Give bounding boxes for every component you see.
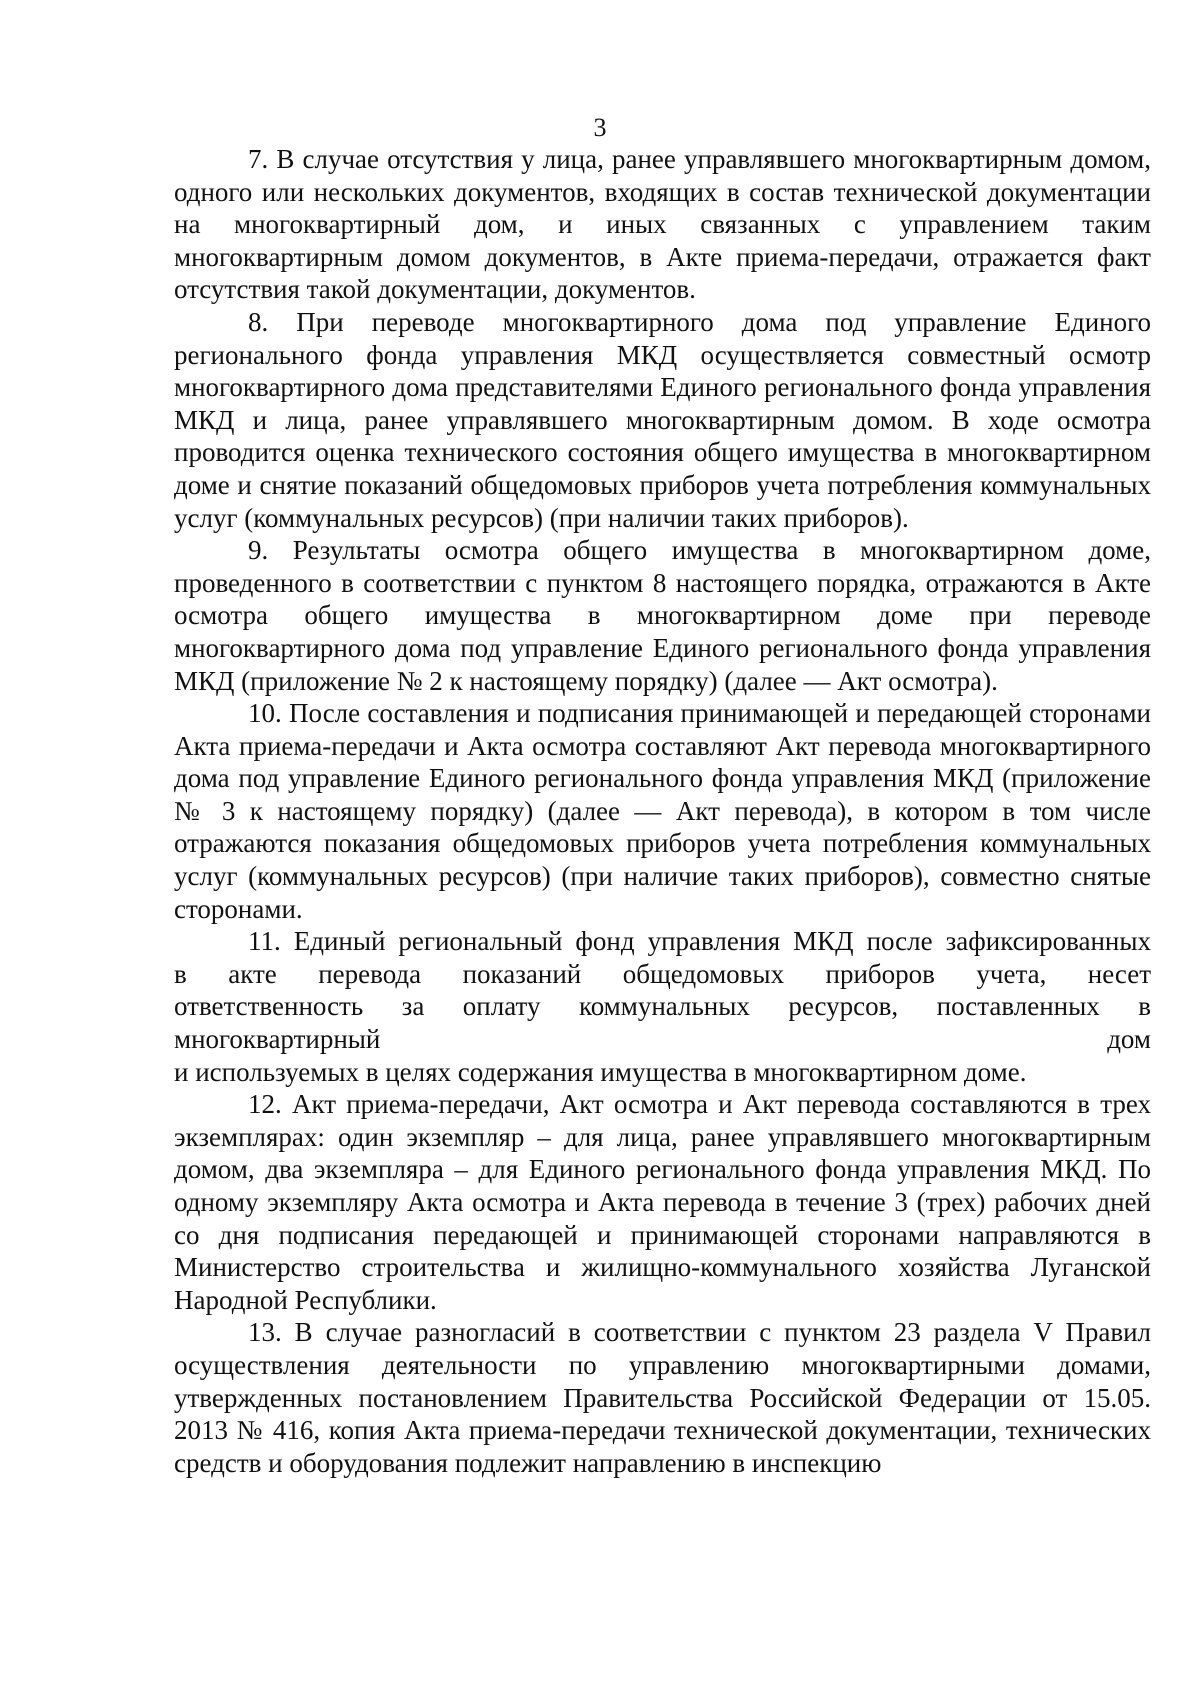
- paragraph-8: 8. При переводе многоквартирного дома под управление Единого регионального фонда управления МКД осуществляется совместный осмотр многоквартирного дома представителями Единого регионального фонда управления МКД и лица, ранее управлявшего многоквартирным домом. В ходе осмотра проводится оценка технического состояния общего имущества в многоквартирном доме и снятие показаний общедомовых приборов учета потребления коммунальных услуг (коммунальных ресурсов) (при наличии таких приборов).: [174, 306, 1151, 533]
- paragraph-13: 13. В случае разногласий в соответствии с пунктом 23 раздела V Правил осуществления деятельности по управлению многоквартирными домами, утвержденных постановлением Правительства Российской Федерации от 15.05. 2013 № 416, копия Акта приема-передачи технической документации, технических средств и оборудования подлежит направлению в инспекцию: [174, 1317, 1151, 1478]
- paragraph-11-line-1: 11. Единый региональный фонд управления МКД после зафиксированных: [248, 926, 1151, 957]
- paragraph-11: [174, 925, 1151, 1088]
- paragraph-7: 7. В случае отсутствия у лица, ранее управлявшего многоквартирным домом, одного или нескольких документов, входящих в состав технической документации на многоквартирный дом, и иных связанных с управлением таким многоквартирным домом документов, в Акте приема-передачи, отражается факт отсутствия такой документации, документов.: [174, 144, 1151, 305]
- paragraph-12: 12. Акт приема-передачи, Акт осмотра и Акт перевода составляются в трех экземплярах: один экземпляр – для лица, ранее управлявшего многоквартирным домом, два экземпляра – для Единого регионального фонда управления МКД. По одному экземпляру Акта осмотра и Акта перевода в течение 3 (трех) рабочих дней со дня подписания передающей и принимающей сторонами направляются в Министерство строительства и жилищно-коммунального хозяйства Луганской Народной Республики.: [174, 1089, 1151, 1315]
- paragraph-11-line-3: ответственность за оплату коммунальных ресурсов, поставленных в: [174, 991, 1151, 1022]
- paragraph-11-line-5: и используемых в целях содержания имущества в многоквартирном доме.: [174, 1056, 1027, 1087]
- page-number: 3: [593, 113, 607, 142]
- paragraph-11-line-4: многоквартирный дом: [174, 1024, 1151, 1055]
- paragraph-11-line-2: в акте перевода показаний общедомовых приборов учета, несет: [174, 958, 1151, 989]
- paragraph-9: 9. Результаты осмотра общего имущества в многоквартирном доме, проведенного в соответствии с пунктом 8 настоящего порядка, отражаются в Акте осмотра общего имущества в многоквартирном доме при переводе многоквартирного дома под управление Единого регионального фонда управления МКД (приложение № 2 к настоящему порядку) (далее — Акт осмотра).: [174, 535, 1151, 696]
- paragraph-10: 10. После составления и подписания принимающей и передающей сторонами Акта приема-передачи и Акта осмотра составляют Акт перевода многоквартирного дома под управление Единого регионального фонда управления МКД (приложение № 3 к настоящему порядку) (далее — Акт перевода), в котором в том числе отражаются показания общедомовых приборов учета потребления коммунальных услуг (коммунальных ресурсов) (при наличие таких приборов), совместно снятые сторонами.: [174, 698, 1151, 924]
- document-body: [174, 143, 1151, 1479]
